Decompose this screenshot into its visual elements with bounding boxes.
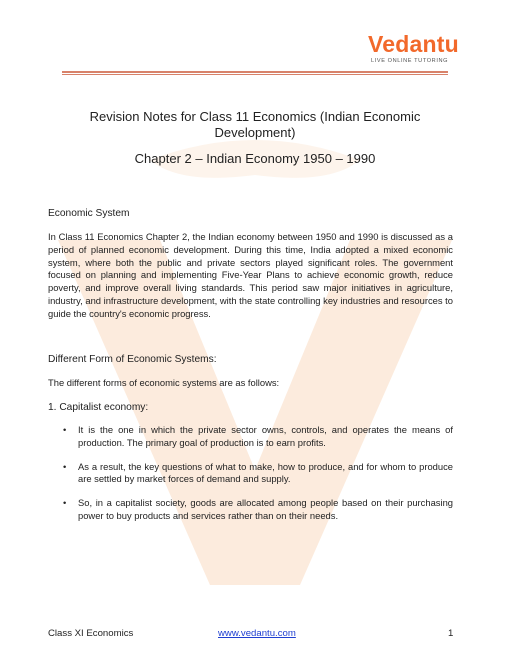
bullet-icon: • [63,460,67,472]
list-item [48,497,453,523]
footer-course-label: Class XI Economics [48,628,134,639]
chapter-title: Chapter 2 – Indian Economy 1950 – 1990 [134,151,376,166]
section-intro-forms: The different forms of economic systems are as follows: [48,377,280,388]
vedantu-logo [368,31,458,71]
bullet-list [48,424,453,534]
footer-website-link[interactable]: www.vedantu.com [218,628,296,639]
logo-wordmark: Vedantu [368,31,459,57]
subsection-heading-capitalist: 1. Capitalist economy: [48,402,149,413]
header-divider-thin [62,74,448,75]
bullet-icon: • [63,497,67,509]
list-item [48,424,453,450]
page-number: 1 [448,628,454,639]
bullet-text: It is the one in which the private sector owns, controls, and operates the means of production. The primary goal of production is to earn profits. [78,424,453,448]
document-title: Revision Notes for Class 11 Economics (Indian Economic Development) [89,109,421,140]
bullet-icon: • [63,424,67,435]
header-divider [62,71,448,73]
logo-tagline: LIVE ONLINE TUTORING [371,58,449,64]
section-paragraph-economic-system: In Class 11 Economics Chapter 2, the Indian economy between 1950 and 1990 is discussed as a period of planned economic development. During this time, India adopted a mixed economic system, where both the public and private sectors played significant roles. The government focused on planning and implementing Five-Year Plans to achieve economic growth, reduce poverty, and improve overall living standards. This period saw major initiatives in agriculture, industry, and infrastructure development, with the state controlling key industries and resources to guide the country's economic progress. [48,231,453,319]
section-heading-economic-system: Economic System [48,208,130,219]
section-heading-forms: Different Form of Economic Systems: [48,354,217,365]
list-item [48,461,453,487]
bullet-text: So, in a capitalist society, goods are allocated among people based on their purchasing power to buy products and services rather than on their needs. [78,497,453,521]
bullet-text: As a result, the key questions of what to make, how to produce, and for whom to produce are settled by market forces of demand and supply. [78,460,453,485]
